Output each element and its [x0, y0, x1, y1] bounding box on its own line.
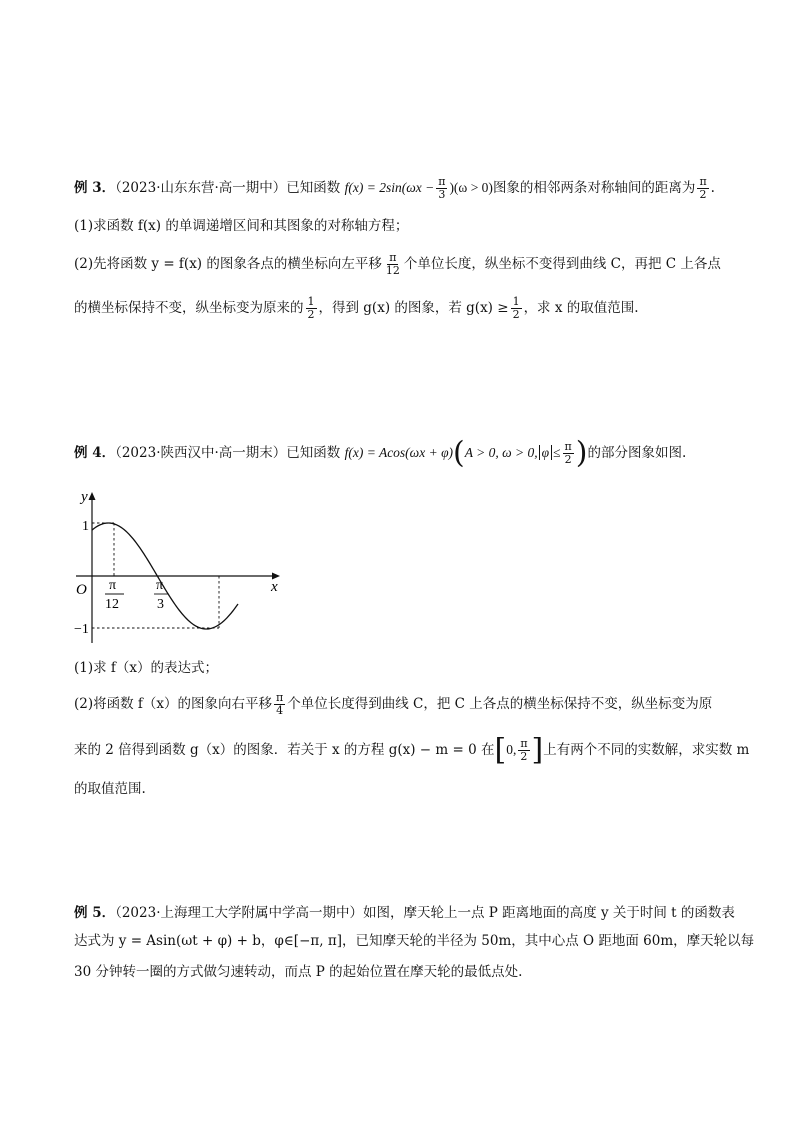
- ex3-q2-part-e: ，求 x 的取值范围.: [523, 300, 639, 316]
- ex3-distance-num: π: [699, 175, 707, 188]
- ex4-source: （2023·陕西汉中·高一期末）: [115, 445, 287, 461]
- ex4-function: f(x) = Acos(ωx + φ): [344, 445, 454, 460]
- ex5-label: 例 5．: [74, 905, 116, 921]
- ex3-half2-num: 1: [512, 295, 520, 308]
- ex4-question-2-line-2: [74, 732, 750, 768]
- ex3-rest: 图象的相邻两条对称轴间的距离为: [492, 180, 696, 196]
- ex3-distance-den: 2: [699, 188, 707, 201]
- ex3-label: 例 3．: [74, 180, 116, 196]
- ex3-condition: )(ω > 0): [449, 180, 493, 195]
- ex3-q2-den: 12: [385, 264, 400, 277]
- y-tick-neg-one: −1: [74, 622, 89, 637]
- ex4-abs-phi: φ: [539, 445, 552, 460]
- ex4-q2-part-a: (2)将函数 f（x）的图象向右平移: [74, 696, 273, 712]
- ex3-q2-fraction: [384, 252, 402, 277]
- y-tick-one: 1: [82, 519, 89, 534]
- ex3-fraction-den: 3: [438, 188, 446, 201]
- ex4-intro: 已知函数: [286, 445, 341, 461]
- ex3-q2-num: π: [389, 251, 397, 264]
- ex4-q2-fraction: [274, 692, 285, 717]
- ex4-question-2-line-1: [74, 692, 712, 717]
- ex3-half-fraction: [306, 296, 317, 321]
- ex4-interval-fraction: [518, 738, 529, 763]
- ex3-distance-fraction: [697, 176, 708, 201]
- ex4-question-1: (1)求 f（x）的表达式；: [74, 660, 219, 676]
- ex4-label: 例 4．: [74, 445, 116, 461]
- ex3-intro: 已知函数: [286, 180, 341, 196]
- ex3-fraction: [436, 176, 447, 201]
- ex4-question-2-line-3: 的取值范围.: [74, 781, 146, 797]
- ex3-q2-part-c: 的横坐标保持不变，纵坐标变为原来的: [74, 300, 304, 316]
- ex4-right-paren: ): [575, 435, 588, 471]
- ex5-text-1: 如图，摩天轮上一点 P 距离地面的高度 y 关于时间 t 的函数表: [363, 905, 735, 921]
- ex4-left-paren: (: [453, 435, 465, 471]
- ex5-line-3: 30 分钟转一圈的方式做匀速转动，而点 P 的起始位置在摩天轮的最低点处.: [74, 964, 523, 980]
- ex4-right-bracket: ]: [531, 732, 544, 768]
- ex3-q2-part-b: 个单位长度，纵坐标不变得到曲线 C，再把 C 上各点: [403, 256, 721, 272]
- ex4-q2-num: π: [276, 691, 284, 704]
- origin-label: O: [76, 582, 87, 598]
- ex3-statement: [74, 176, 715, 201]
- ex4-q2-part-c: 来的 2 倍得到函数 g（x）的图象．若关于 x 的方程 g(x) − m = 0 在: [74, 742, 495, 758]
- ex4-interval-start: 0,: [506, 742, 517, 757]
- x-tick-pi-12-den: 12: [105, 597, 119, 612]
- ex4-cond-den: 2: [564, 453, 572, 466]
- ex3-source: （2023·山东东营·高一期中）: [115, 180, 287, 196]
- ex4-q2-den: 4: [276, 704, 284, 717]
- ex4-int-num: π: [520, 737, 528, 750]
- ex5-line-1: [74, 903, 735, 923]
- ex3-fraction-num: π: [438, 175, 446, 188]
- ex4-rest: 的部分图象如图.: [587, 445, 687, 461]
- ex3-function: f(x) = 2sin(ωx −: [344, 180, 435, 195]
- ex3-question-2-line-1: [74, 252, 721, 277]
- ex3-question-2-line-2: [74, 296, 639, 321]
- ex4-cond-num: π: [564, 440, 572, 453]
- ex3-half-den: 2: [307, 308, 315, 321]
- ex4-left-bracket: [: [494, 732, 507, 768]
- ex3-half-fraction-2: [511, 296, 522, 321]
- ex4-q2-part-d: 上有两个不同的实数解，求实数 m: [543, 742, 750, 758]
- ex5-line-2: 达式为 y = Asin(ωt + φ) + b，φ∈[−π, π]，已知摩天轮的半径为 50m，其中心点 O 距地面 60m，摩天轮以每: [74, 933, 755, 949]
- ex3-q2-part-d: ，得到 g(x) 的图象，若 g(x) ≥: [318, 300, 509, 316]
- ex4-q2-part-b: 个单位长度得到曲线 C，把 C 上各点的横坐标保持不变，纵坐标变为原: [287, 696, 713, 712]
- ex3-half2-den: 2: [512, 308, 520, 321]
- x-tick-pi-12-num: π: [109, 578, 117, 593]
- x-axis-label: x: [271, 579, 278, 595]
- ex4-statement: [74, 435, 687, 471]
- ex4-function-graph: [72, 483, 292, 648]
- ex4-condition-fraction: [563, 441, 574, 466]
- ex3-question-1: (1)求函数 f(x) 的单调递增区间和其图象的对称轴方程；: [74, 218, 409, 234]
- y-axis-arrow: [89, 492, 96, 500]
- ex3-end: .: [710, 180, 715, 196]
- x-tick-pi-3-den: 3: [157, 597, 164, 612]
- ex3-half-num: 1: [307, 295, 315, 308]
- ex3-q2-part-a: (2)先将函数 y = f(x) 的图象各点的横坐标向左平移: [74, 256, 382, 272]
- y-axis-label: y: [81, 489, 88, 505]
- ex5-source: （2023·上海理工大学附属中学高一期中）: [115, 905, 363, 921]
- ex4-condition-a: A > 0, ω > 0,: [464, 445, 538, 460]
- ex4-int-den: 2: [520, 750, 528, 763]
- ex4-condition-b: ≤: [553, 445, 561, 460]
- x-tick-pi-3-num: π: [156, 578, 164, 593]
